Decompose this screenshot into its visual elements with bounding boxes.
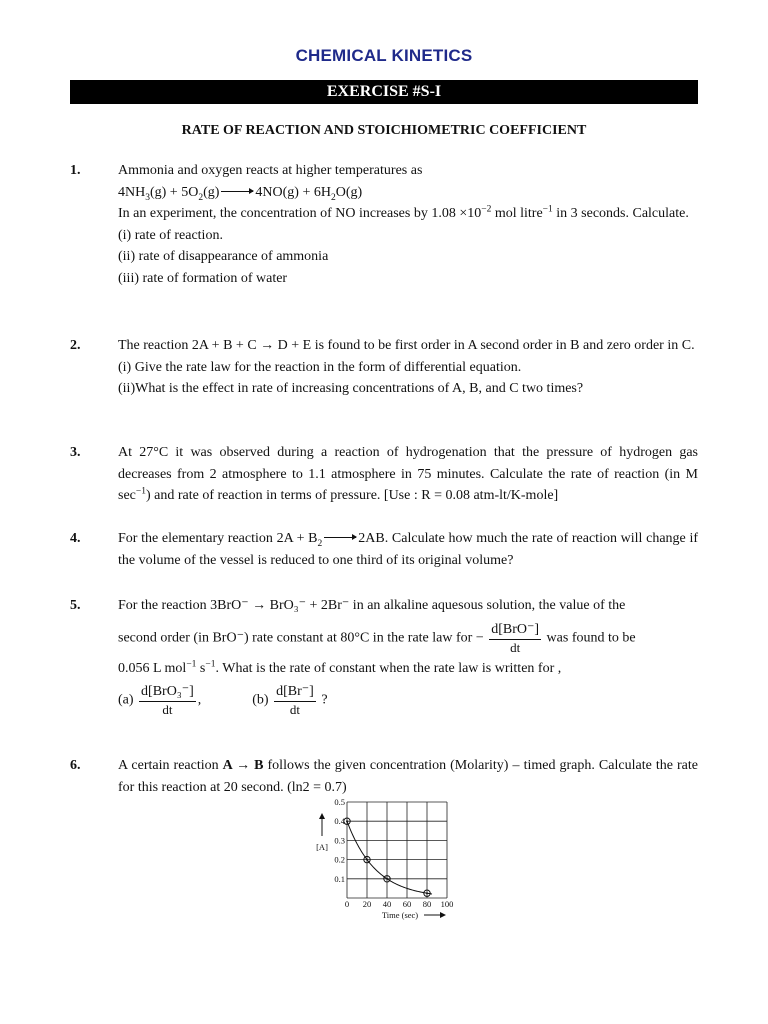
y-axis-arrow-head	[319, 813, 325, 819]
q6-text: A certain reaction A → B follows the given concentration (Molarity) – timed graph. Calculate the rate for this reaction at 20 second. (ln2 = 0.7)	[118, 758, 698, 795]
q5-line1: For the reaction 3BrO⁻ → BrO₃⁻ + 2Br⁻ in an alkaline aquesous solution, the value of the	[118, 598, 626, 613]
y-tick-label: 0.5	[334, 797, 345, 807]
reaction-arrow	[221, 191, 253, 192]
question-number: 5.	[70, 598, 81, 613]
x-axis-label: Time (sec)	[381, 910, 419, 920]
q5-options: (a) $\frac{\text{d[BrO₃⁻]}}{dt}$ , (b) $\frac{d[Br^-]}{dt}$ ?	[118, 684, 328, 717]
series-line-a	[347, 821, 432, 894]
y-tick-label: 0.1	[334, 873, 345, 884]
rate-fraction: $\frac{\text{d[BrO⁻]}}{dt}$	[491, 621, 540, 655]
q2-part-i: (i) Give the rate law for the reaction in the form of differential equation.	[118, 359, 522, 375]
x-tick-label: 100	[440, 899, 454, 909]
q1-intro: Ammonia and oxygen reacts at higher temperatures as	[118, 163, 423, 178]
question-number: 6.	[70, 758, 81, 773]
question-number: 3.	[70, 445, 81, 460]
q2-part-ii: (ii)What is the effect in rate of increasing concentrations of A, B, and C two times?	[118, 381, 584, 396]
y-tick-label: 0.2	[334, 854, 345, 865]
y-tick-label: 0.3	[334, 835, 345, 846]
x-tick-label: 20	[362, 899, 372, 909]
data-point-center	[366, 859, 368, 861]
q1-experiment: In an experiment, the concentration of NO increases by $1.08 \times 10^{-2}$ mol litre$^{-1}$ in 3 seconds. Calculate.	[118, 204, 689, 221]
question-number: 4.	[70, 531, 81, 546]
question-number: 2.	[70, 338, 81, 353]
q5-line2: second order (in BrO⁻) rate constant at 80°C in the rate law for − $\frac{\text{d[BrO⁻]}}{dt}$ was found to be	[118, 621, 636, 655]
option-a-label: (a)	[118, 692, 134, 708]
data-point-center	[426, 892, 428, 894]
data-point-center	[346, 820, 348, 822]
q1-equation: $4NH_3(g) + 5O_2(g) 4NO(g) + 6H_2O(g)$	[118, 184, 363, 203]
page-title: CHEMICAL KINETICS	[295, 46, 473, 65]
y-axis-label: [A]	[316, 842, 328, 852]
question-3	[70, 442, 698, 507]
q1-part-ii: (ii) rate of disappearance of ammonia	[118, 249, 329, 264]
x-tick-label: 80	[422, 899, 432, 909]
chart-svg	[300, 792, 470, 932]
x-tick-label: 60	[402, 899, 412, 909]
x-tick-label: 40	[382, 899, 392, 909]
question-5	[70, 595, 698, 718]
q1-part-iii: (iii) rate of formation of water	[118, 270, 288, 286]
option-b-fraction: $\frac{d[Br^-]}{dt}$	[276, 684, 314, 717]
question-4	[70, 528, 698, 571]
section-heading: RATE OF REACTION AND STOICHIOMETRIC COEFFICIENT	[181, 123, 587, 138]
option-b-label: (b)	[252, 692, 269, 708]
x-axis-arrow-head	[440, 912, 446, 918]
question-1	[70, 160, 698, 289]
exercise-banner: EXERCISE #S-I	[70, 80, 698, 104]
q1-part-i: (i) rate of reaction.	[118, 227, 223, 243]
concentration-time-graph	[300, 792, 470, 932]
q3-text: At 27°C it was observed during a reaction of hydrogenation that the pressure of hydrogen gas decreases from 2 atmosphere to 1.1 atmosphere in 75 minutes. Calculate the rate of reaction (in M $\sec^{-1}$) and rate of reaction in terms of pressure. [Use : R = 0.08 atm-lt/K-mole]	[118, 445, 698, 503]
y-tick-label: 0.4	[334, 816, 345, 827]
question-2	[70, 335, 698, 400]
reaction-arrow	[324, 537, 356, 538]
option-a-fraction: $\frac{\text{d[BrO₃⁻]}}{dt}$	[141, 684, 194, 717]
question-number: 1.	[70, 163, 81, 178]
q4-text: For the elementary reaction $2A + B_2$ 2AB. Calculate how much the rate of reaction will change if the volume of the vessel is reduced to one third of its original volume?	[118, 531, 698, 568]
data-point-center	[386, 878, 388, 880]
q2-line1: The reaction 2A + B + C → D + E is found to be first order in A second order in B and zero order in C.	[118, 338, 695, 353]
x-tick-label: 0	[344, 899, 350, 909]
q5-line3: 0.056 L mol$^{-1}$ $s^{-1}$. What is the rate of constant when the rate law is written for ,	[118, 658, 562, 676]
